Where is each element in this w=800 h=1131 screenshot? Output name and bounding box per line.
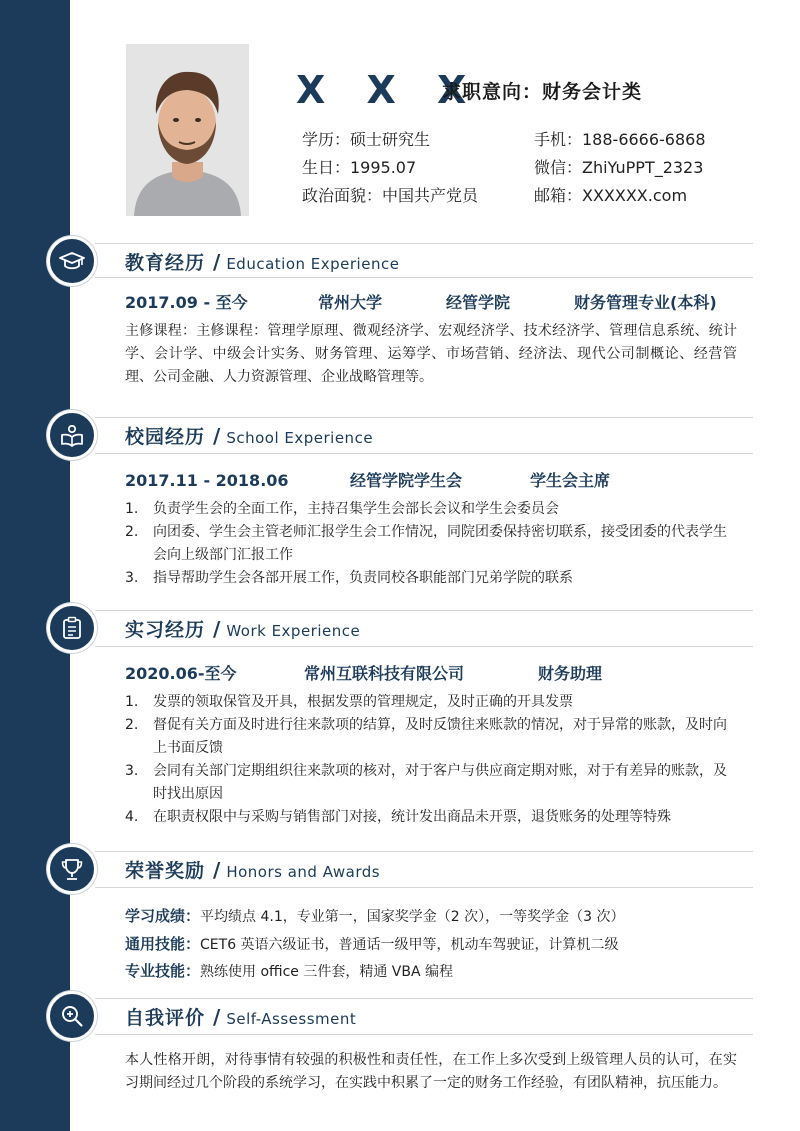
list-item bbox=[125, 691, 737, 714]
section-divider-top bbox=[95, 417, 753, 418]
list-item bbox=[125, 567, 737, 590]
section-divider-top bbox=[95, 610, 753, 611]
honor-key: 学习成绩： bbox=[125, 907, 201, 925]
title-separator: / bbox=[213, 858, 221, 882]
education-title-en: Education Experience bbox=[226, 255, 400, 273]
list-number: 2. bbox=[125, 717, 139, 733]
education-college: 经管学院 bbox=[446, 293, 511, 312]
campus-organization: 经管学院学生会 bbox=[350, 471, 463, 490]
campus-title-en: School Experience bbox=[226, 429, 374, 447]
info-education: 学历：硕士研究生 bbox=[302, 130, 431, 149]
honor-value: 熟练使用 office 三件套，精通 VBA 编程 bbox=[200, 964, 453, 980]
info-political-status: 政治面貌：中国共产党员 bbox=[302, 186, 479, 205]
campus-section-title bbox=[125, 422, 373, 450]
education-courses: 主修课程：主修课程：管理学原理、微观经济学、宏观经济学、技术经济学、管理信息系统、统计学、会计学、中级会计实务、财务管理、运筹学、市场营销、经济法、现代公司制概论、经营管理、公司金融、人力资源管理、企业战略管理等。 bbox=[125, 323, 737, 385]
education-section-badge bbox=[47, 236, 97, 286]
title-separator: / bbox=[213, 424, 221, 448]
work-company: 常州互联科技有限公司 bbox=[304, 664, 465, 683]
self-section-title bbox=[125, 1003, 356, 1031]
info-email[interactable]: 邮箱：XXXXXX.com bbox=[534, 186, 688, 205]
title-separator: / bbox=[213, 250, 221, 274]
honor-row-academic bbox=[125, 906, 624, 927]
campus-duties-list bbox=[125, 498, 737, 590]
list-number: 1. bbox=[125, 501, 139, 517]
honor-row-professional-skills bbox=[125, 961, 453, 982]
honor-row-general-skills bbox=[125, 934, 619, 955]
work-title-en: Work Experience bbox=[226, 622, 361, 640]
honor-key: 通用技能： bbox=[125, 935, 201, 953]
list-item bbox=[125, 714, 737, 760]
list-number: 3. bbox=[125, 570, 139, 586]
list-text: 在职责权限中与采购与销售部门对接，统计发出商品未开票，退货账务的处理等特殊 bbox=[153, 809, 671, 825]
self-title-cn: 自我评价 bbox=[125, 1007, 206, 1029]
self-section-badge bbox=[47, 991, 97, 1041]
candidate-name: X X X bbox=[296, 68, 481, 112]
list-text: 督促有关方面及时进行往来款项的结算，及时反馈往来账款的情况，对于异常的账款，及时向上书面反馈 bbox=[153, 717, 727, 756]
list-text: 发票的领取保管及开具，根据发票的管理规定，及时正确的开具发票 bbox=[153, 694, 573, 710]
trophy-icon bbox=[58, 855, 86, 883]
work-section-title bbox=[125, 615, 360, 643]
section-divider-bottom bbox=[95, 887, 753, 888]
list-number: 2. bbox=[125, 524, 139, 540]
campus-period: 2017.11 - 2018.06 bbox=[125, 471, 289, 490]
list-number: 4. bbox=[125, 809, 139, 825]
list-item bbox=[125, 521, 737, 567]
list-text: 会同有关部门定期组织往来款项的核对，对于客户与供应商定期对账，对于有差异的账款，及时找出原因 bbox=[153, 763, 727, 802]
list-item bbox=[125, 806, 737, 829]
list-item bbox=[125, 498, 737, 521]
honors-section-title bbox=[125, 856, 380, 884]
work-section-badge bbox=[47, 603, 97, 653]
education-school: 常州大学 bbox=[318, 293, 383, 312]
info-wechat: 微信：ZhiYuPPT_2323 bbox=[534, 158, 704, 177]
section-divider-bottom bbox=[95, 646, 753, 647]
education-section-title bbox=[125, 248, 399, 276]
section-divider-top bbox=[95, 851, 753, 852]
work-period: 2020.06-至今 bbox=[125, 664, 237, 683]
work-title-cn: 实习经历 bbox=[125, 619, 206, 641]
section-divider-bottom bbox=[95, 277, 753, 278]
job-intention: 求职意向：财务会计类 bbox=[442, 81, 643, 103]
list-text: 负责学生会的全面工作，主持召集学生会部长会议和学生会委员会 bbox=[153, 501, 559, 517]
campus-section-badge bbox=[47, 410, 97, 460]
section-divider-bottom bbox=[95, 1034, 753, 1035]
campus-title-cn: 校园经历 bbox=[125, 426, 206, 448]
avatar-illustration bbox=[126, 44, 249, 216]
education-major: 财务管理专业(本科) bbox=[574, 293, 717, 312]
list-number: 1. bbox=[125, 694, 139, 710]
reading-person-icon bbox=[58, 421, 86, 449]
section-divider-bottom bbox=[95, 453, 753, 454]
info-phone[interactable]: 手机：188-6666-6868 bbox=[534, 130, 706, 149]
honor-value: 平均绩点 4.1，专业第一，国家奖学金（2 次），一等奖学金（3 次） bbox=[200, 909, 625, 925]
list-text: 指导帮助学生会各部开展工作，负责同校各职能部门兄弟学院的联系 bbox=[153, 570, 573, 586]
list-text: 向团委、学生会主管老师汇报学生会工作情况，同院团委保持密切联系，接受团委的代表学生会向上级部门汇报工作 bbox=[153, 524, 727, 563]
honors-title-cn: 荣誉奖励 bbox=[125, 860, 206, 882]
work-role: 财务助理 bbox=[538, 664, 603, 683]
list-item bbox=[125, 760, 737, 806]
self-title-en: Self-Assessment bbox=[226, 1010, 357, 1028]
honors-title-en: Honors and Awards bbox=[226, 863, 381, 881]
title-separator: / bbox=[213, 617, 221, 641]
profile-photo bbox=[126, 44, 249, 216]
education-title-cn: 教育经历 bbox=[125, 252, 206, 274]
self-assessment-text: 本人性格开朗，对待事情有较强的积极性和责任性，在工作上多次受到上级管理人员的认可，在实习期间经过几个阶段的系统学习，在实践中积累了一定的财务工作经验，有团队精神，抗压能力。 bbox=[125, 1052, 737, 1091]
magnifier-plus-icon bbox=[58, 1002, 86, 1030]
work-duties-list bbox=[125, 691, 737, 829]
clipboard-icon bbox=[58, 614, 86, 642]
graduation-cap-icon bbox=[58, 247, 86, 275]
section-divider-top bbox=[95, 243, 753, 244]
education-period: 2017.09 - 至今 bbox=[125, 293, 248, 312]
honor-key: 专业技能： bbox=[125, 962, 201, 980]
info-birthday: 生日：1995.07 bbox=[302, 158, 417, 177]
title-separator: / bbox=[213, 1005, 221, 1029]
left-sidebar-bar bbox=[0, 0, 70, 1131]
honor-value: CET6 英语六级证书，普通话一级甲等，机动车驾驶证，计算机二级 bbox=[200, 937, 619, 953]
campus-role: 学生会主席 bbox=[530, 471, 611, 490]
section-divider-top bbox=[95, 998, 753, 999]
list-number: 3. bbox=[125, 763, 139, 779]
honors-section-badge bbox=[47, 844, 97, 894]
